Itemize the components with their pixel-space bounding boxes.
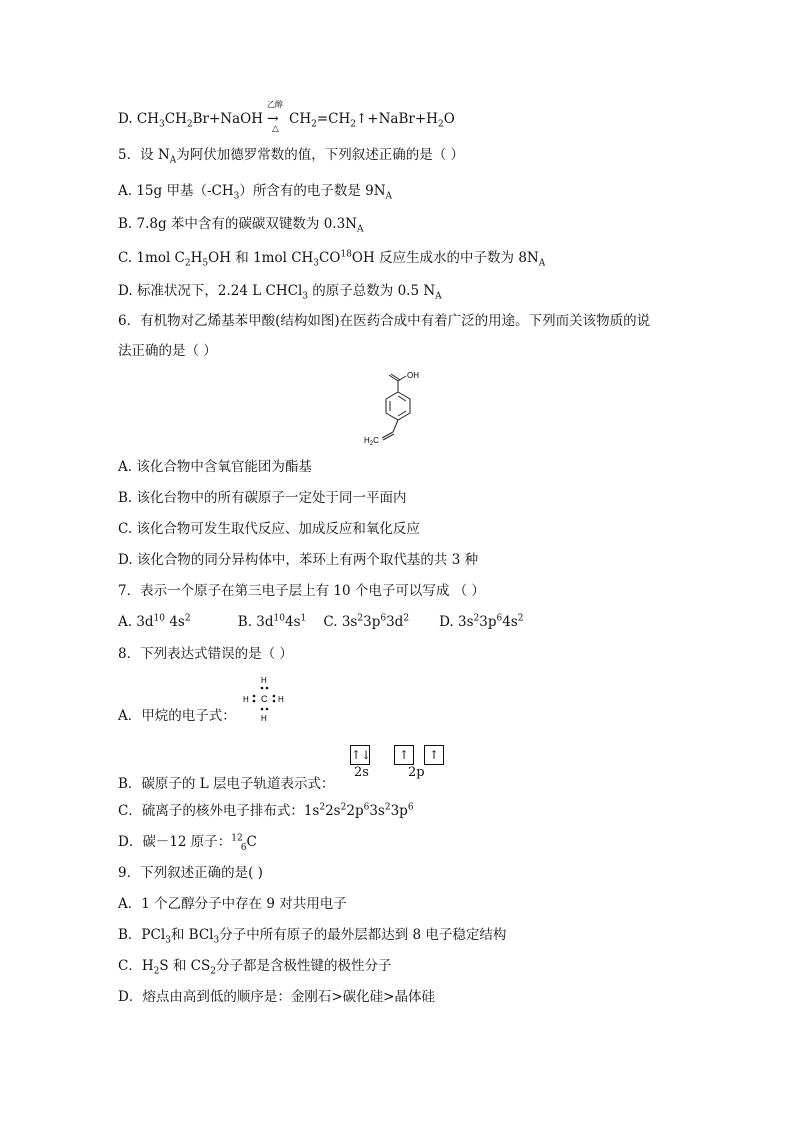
question-8-option-c: C．硫离子的核外电子排布式：$1s^22s^22p^63s^23p^6$: [118, 802, 414, 819]
orbital-2p-box: ↑: [394, 745, 414, 765]
reaction-arrow: 乙醇 → △: [267, 100, 283, 134]
vinylbenzoic-acid-structure: [360, 366, 440, 446]
question-6-option-c: C. 该化合物可发生取代反应、加成反应和氧化反应: [118, 521, 420, 537]
question-6-line-1: 6．有机物对乙烯基苯甲酸(结构如图)在医药合成中有着广泛的用途。下列而关该物质的说: [118, 313, 651, 329]
structure-h2c-label: $H_2C$: [364, 436, 379, 446]
question-9-option-b: B．PCl$_3$和 BCl$_3$分子中所有原子的最外层都达到 8 电子稳定结构: [118, 927, 507, 946]
question-6-option-b: B. 该化台物中的所有碳原子一定处于同一平面内: [118, 490, 407, 506]
question-5-option-b: B. 7.8g 苯中含有的碳碳双键数为 $0.3N_A$: [118, 216, 364, 235]
orbital-2s-box: ↑↓: [350, 745, 370, 765]
svg-text:H: H: [278, 695, 284, 704]
svg-text:H: H: [243, 695, 249, 704]
orbital-2p-label: 2p: [408, 765, 425, 780]
svg-text:H: H: [261, 714, 267, 722]
question-5-option-d: D. 标准状况下，2.24 L CHCl$_3$ 的原子总数为 0.5 $N_A$: [118, 283, 442, 302]
question-8-option-d: D．碳－12 原子：$^{12}_6$C: [118, 833, 257, 853]
structure-oh-label: OH: [407, 371, 419, 380]
question-5: 5．设 $N_A$为阿伏加德罗常数的值，下列叙述正确的是（ ）: [118, 147, 464, 166]
svg-text:H: H: [261, 676, 267, 685]
question-9: 9．下列叙述正确的是( ): [118, 865, 263, 881]
question-5-option-c: C. 1mol $C_2H_5OH$ 和 1mol $CH_3CO^{18}OH$ 反应生成水的中子数为 $8N_A$: [118, 249, 546, 269]
question-9-option-a: A．1 个乙醇分子中存在 9 对共用电子: [118, 896, 347, 912]
question-9-option-d: D．熔点由高到低的顺序是：金刚石>碳化硅>晶体硅: [118, 989, 435, 1005]
question-7-options: A. $3d^{10}$ $4s^2$ B. $3d^{10}4s^1$ C. $3s^23p^63d^2$ D. $3s^23p^64s^2$: [118, 613, 524, 630]
question-6-option-d: D. 该化合物的同分异构体中，苯环上有两个取代基的共 3 种: [118, 552, 479, 568]
question-6-line-2: 法正确的是（ ）: [118, 343, 217, 359]
question-5-option-a: A. 15g 甲基$(-CH_3)$所含有的电子数是 $9N_A$: [118, 183, 393, 202]
question-9-option-c: C．$H_2S$ 和 $CS_2$分子都是含极性键的极性分子: [118, 958, 392, 977]
question-8: 8．下列表达式错误的是（ ）: [118, 646, 293, 662]
question-6-option-a: A. 该化合物中含氧官能团为酯基: [118, 459, 312, 475]
question-8-option-b: B．碳原子的 L 层电子轨道表示式：: [118, 776, 335, 792]
question-7: 7．表示一个原子在第三电子层上有 10 个电子可以写成 （ ）: [118, 583, 485, 599]
orbital-2p-box: ↑: [424, 745, 444, 765]
svg-text:C: C: [261, 694, 268, 704]
methane-lewis-structure: [240, 676, 288, 722]
question-8-option-a: A．甲烷的电子式：: [118, 708, 236, 724]
option-d-reaction: D. $CH_3CH_2Br+NaOH$ 乙醇 → △ $CH_2=CH_2↑+NaBr+H_2O$: [118, 100, 455, 134]
orbital-2s-label: 2s: [354, 765, 369, 780]
